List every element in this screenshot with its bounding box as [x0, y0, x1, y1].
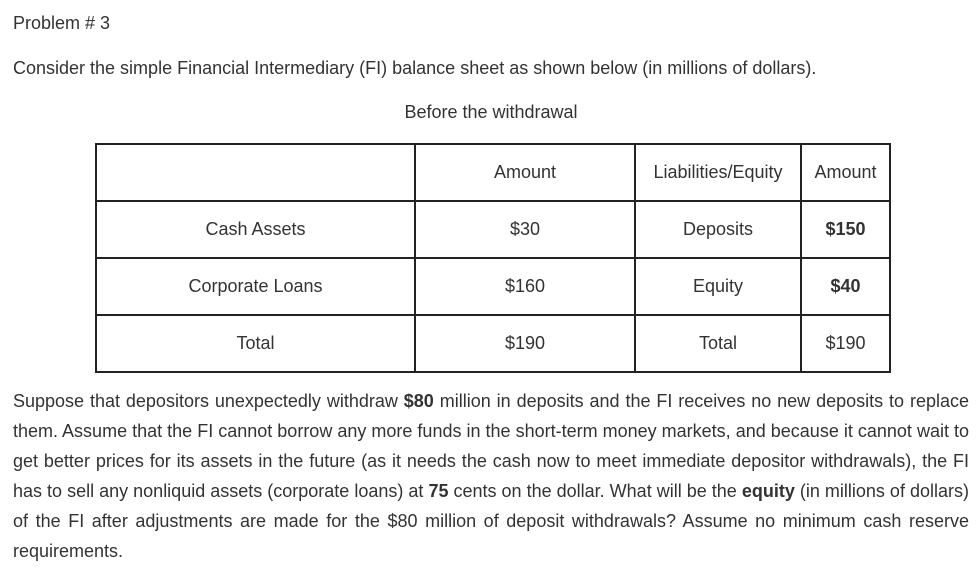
- cell-liability-label: Total: [635, 315, 801, 372]
- header-cell-amount: Amount: [415, 144, 635, 201]
- cell-asset-amount: $160: [415, 258, 635, 315]
- table-row: [96, 258, 890, 315]
- question-segment: million in deposits and the FI receives no new deposits to replace them. Assume that the FI cannot borrow any more funds in the short-term money markets, and because it cannot wait to get better prices for its assets in the future (as it needs the cash now to meet immediate depositor withdrawals), the FI has to sell any nonliquid assets (corporate loans) at: [13, 391, 969, 501]
- cell-liability-amount: $40: [801, 258, 890, 315]
- table-row-total: [96, 315, 890, 372]
- question-segment: Suppose that depositors unexpectedly withdraw: [13, 391, 404, 411]
- cell-asset-label: Cash Assets: [96, 201, 415, 258]
- question-text: [13, 386, 969, 566]
- intro-text: Consider the simple Financial Intermediary (FI) balance sheet as shown below (in millions of dollars).: [13, 58, 817, 78]
- header-cell-assets: [96, 144, 415, 201]
- cell-liability-amount: $190: [801, 315, 890, 372]
- table-row: [96, 201, 890, 258]
- balance-sheet-table: [95, 143, 891, 373]
- cell-liability-amount: $150: [801, 201, 890, 258]
- question-bold-cents: 75: [428, 481, 449, 501]
- question-segment: (in millions of dollars) of the FI after adjustments are made for the $80 million of deposit withdrawals? Assume no minimum cash reserve requirements.: [13, 481, 969, 561]
- cell-asset-amount: $190: [415, 315, 635, 372]
- cell-asset-label: Total: [96, 315, 415, 372]
- table-header-row: [96, 144, 890, 201]
- header-cell-liabilities-equity: Liabilities/Equity: [635, 144, 801, 201]
- question-bold-withdrawal: $80: [403, 391, 434, 411]
- header-cell-amount-2: Amount: [801, 144, 890, 201]
- cell-asset-label: Corporate Loans: [96, 258, 415, 315]
- cell-asset-amount: $30: [415, 201, 635, 258]
- table-caption: Before the withdrawal: [404, 102, 578, 122]
- cell-liability-label: Deposits: [635, 201, 801, 258]
- problem-heading: Problem # 3: [13, 13, 111, 33]
- question-bold-equity: equity: [741, 481, 795, 501]
- cell-liability-label: Equity: [635, 258, 801, 315]
- question-segment: cents on the dollar. What will be the: [448, 481, 742, 501]
